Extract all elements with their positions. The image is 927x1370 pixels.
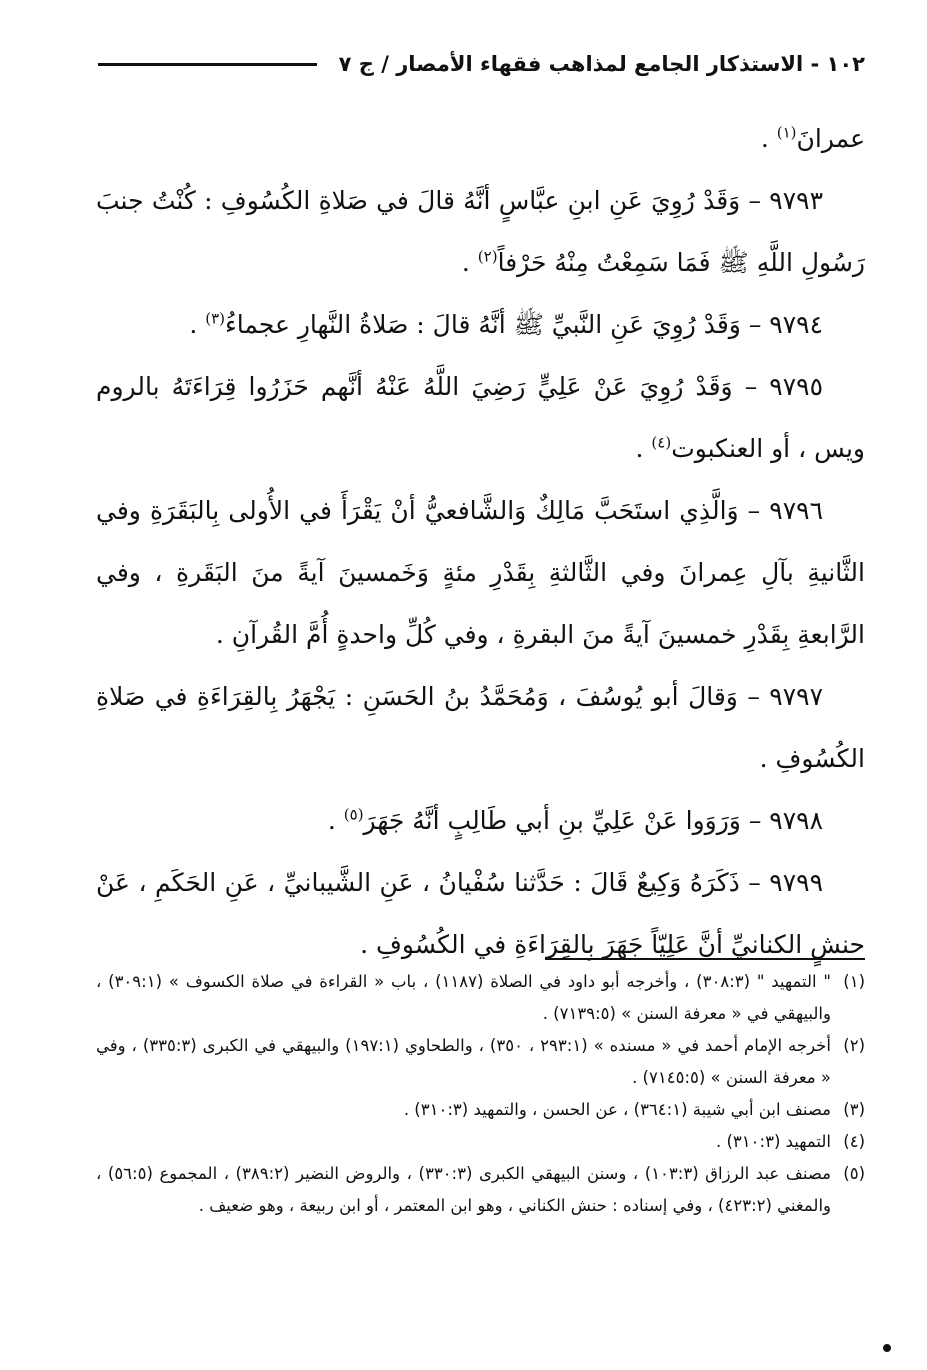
- footnote-ref: (٢): [477, 247, 498, 266]
- footnote: [96, 1094, 865, 1126]
- paragraph: [96, 294, 865, 356]
- footnote-text: مصنف عبد الرزاق (١٠٣:٣) ، وسنن البيهقي الكبرى (٣٣٠:٣) ، والروض النضير (٣٨٩:٢) ، المجموع (٥٦:٥) ، والمغني (٤٢٣:٢) ، وفي إسناده : حنش الكناني ، وهو ابن المعتمر ، أو ابن ربيعة ، وهو ضعيف .: [96, 1164, 832, 1215]
- footnote: [96, 966, 865, 1030]
- paragraph-tail: .: [760, 124, 777, 153]
- footnote-text: " التمهيد " (٣٠٨:٣) ، وأخرجه أبو داود في الصلاة (١١٨٧) ، باب « القراءة في صلاة الكسوف » (٣٠٩:١) ، والبيهقي في « معرفة السنن » (٧١٣٩:٥) .: [96, 972, 831, 1023]
- paragraph-text: ٩٧٩٦ – وَالَّذِي استَحَبَّ مَالِكٌ وَالشَّافعيُّ أنْ يَقْرَأَ في الأُولى بِالبَقَرَةِ وفي الثَّانيةِ بآلِ عِمرانَ وفي الثَّالثةِ بِقَدْرِ مئةٍ وَخَمسينَ آيةً منَ البَقَرةِ ، وفي الرَّابعةِ بِقَدْرِ خمسينَ آيةً منَ البقرةِ ، وفي كُلِّ واحدةٍ أُمَّ القُرآنِ .: [96, 496, 865, 649]
- footnote-number: (٤): [843, 1132, 865, 1151]
- paragraph: [96, 790, 865, 852]
- paragraph-text: ٩٧٩٣ – وَقَدْ رُوِيَ عَنِ ابنِ عبَّاسٍ أنَّهُ قالَ في صَلاةِ الكُسُوفِ : كُنْتُ جنبَ رَسُولِ اللَّهِ ﷺ فَمَا سَمِعْتُ مِنْهُ حَرْفاً: [96, 186, 865, 277]
- footnote-number: (١): [843, 972, 865, 991]
- paragraph-text: ٩٧٩٤ – وَقَدْ رُوِيَ عَنِ النَّبيِّ ﷺ أنَّهُ قالَ : صَلاةُ النَّهارِ عجماءُ: [225, 310, 823, 339]
- footnote-ref: (٣): [205, 309, 226, 328]
- paragraph-tail: .: [189, 310, 206, 339]
- page-header: [98, 44, 865, 84]
- paragraph-text: ٩٧٩٩ – ذَكَرَهُ وَكِيعٌ قَالَ : حَدَّثنا سُفْيانُ ، عَنِ الشَّيبانيِّ ، عَنِ الحَكَمِ ، عَنْ حنشٍ الكنانيِّ أنَّ عَلِيّاً جَهَرَ بِالقِرَاءَةِ في الكُسُوفِ .: [96, 868, 865, 959]
- paragraph-text: ٩٧٩٥ – وَقَدْ رُوِيَ عَنْ عَلِيٍّ رَضِيَ اللَّهُ عَنْهُ أنَّهم حَزَرُوا قِرَاءَتَهُ بالروم ويس ، أو العنكبوت: [96, 372, 865, 463]
- paragraph-text: ٩٧٩٧ – وَقالَ أبو يُوسُفَ ، وَمُحَمَّدُ بنُ الحَسَنِ : يَجْهَرُ بِالقِرَاءَةِ في صَلاةِ الكُسُوفِ .: [96, 682, 865, 773]
- paragraph: [96, 666, 865, 790]
- footnote-divider: [545, 958, 865, 960]
- footnote-text: التمهيد (٣١٠:٣) .: [715, 1132, 831, 1151]
- paragraph-tail: .: [635, 434, 652, 463]
- paragraph: [96, 170, 865, 294]
- footnote-number: (٥): [843, 1164, 865, 1183]
- paragraph: [96, 356, 865, 480]
- paragraph-text: ٩٧٩٨ – وَرَوَوا عَنْ عَلِيِّ بنِ أبي طَالِبٍ أنَّهُ جَهَرَ: [363, 806, 823, 835]
- footnote: [96, 1030, 865, 1094]
- footnote: [96, 1126, 865, 1158]
- footnote: [96, 1158, 865, 1222]
- paragraph: [96, 480, 865, 666]
- footnote-text: أخرجه الإمام أحمد في « مسنده » (٢٩٣:١ ، ٣٥٠) ، والطحاوي (١٩٧:١) والبيهقي في الكبرى (٣٣٥:٣) ، وفي « معرفة السنن » (٧١٤٥:٥) .: [96, 1036, 831, 1087]
- header-rule: [98, 63, 317, 66]
- main-text: [96, 108, 865, 976]
- footnote-ref: (٥): [343, 805, 364, 824]
- footnote-text: مصنف ابن أبي شيبة (٣٦٤:١) ، عن الحسن ، والتمهيد (٣١٠:٣) .: [403, 1100, 831, 1119]
- footnote-number: (٣): [843, 1100, 865, 1119]
- footnote-number: (٢): [843, 1036, 865, 1055]
- footnote-ref: (١): [776, 123, 797, 142]
- page-edge-mark: [883, 1344, 891, 1352]
- running-title: ١٠٢ - الاستذكار الجامع لمذاهب فقهاء الأمصار / ج ٧: [338, 52, 865, 76]
- paragraph: [96, 108, 865, 170]
- paragraph-tail: .: [327, 806, 344, 835]
- paragraph-text: عمرانَ: [796, 124, 865, 153]
- paragraph-tail: .: [461, 248, 478, 277]
- footnotes: [96, 966, 865, 1222]
- footnote-ref: (٤): [651, 433, 672, 452]
